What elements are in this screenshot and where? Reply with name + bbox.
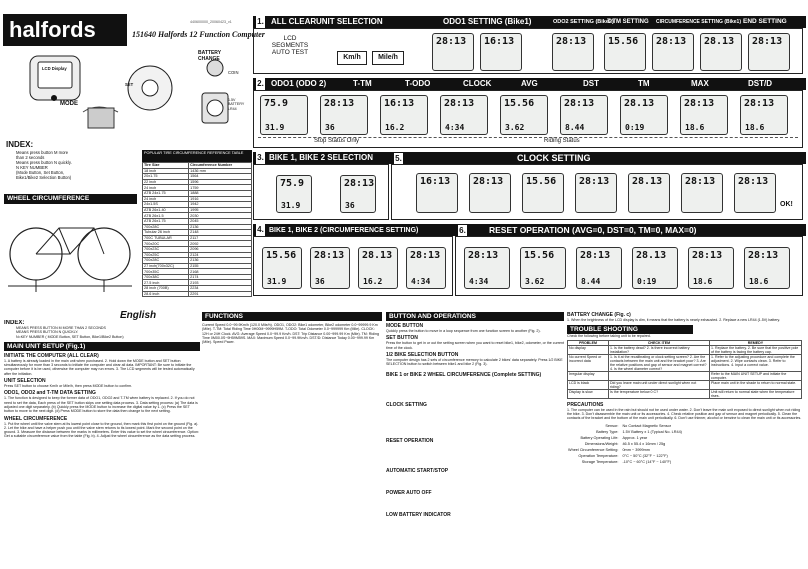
trouble-remedy: 1. Refer to the adjusting procedure and complete the adjustment. 2. Wipe contacts clean. 3. Refer to instructions. 4. Input a correct value. — [710, 354, 802, 371]
tire-size: ATB 26x1.5 — [143, 213, 189, 219]
brand-logo: halfords — [3, 14, 127, 46]
lcd-value: 28:13 — [564, 98, 595, 109]
section-1-header — [253, 16, 806, 28]
s1-head-odo1: ODO1 SETTING (Bike1) — [443, 17, 532, 26]
language-label: English — [120, 310, 157, 321]
tire-circumference: 2045 — [189, 218, 252, 224]
index-title: INDEX: — [6, 140, 34, 149]
circumference-header: Circumference Number — [189, 163, 252, 169]
trouble-header: TROUBLE SHOOTING — [567, 325, 693, 334]
doc-code: 440600000_20060423_v1 — [190, 20, 232, 24]
setting-lcd — [700, 33, 742, 71]
tire-circumference: 1759 — [189, 185, 252, 191]
trouble-intro: Check the following before taking unit to be repaired. — [567, 334, 651, 339]
tire-size: ATB 26x1.40 — [143, 207, 189, 213]
tire-size: 18 inch — [143, 168, 189, 174]
tire-circumference: 1995 — [189, 207, 252, 213]
circ-lcd — [262, 247, 302, 289]
index-line: Bike1/Bike2 Selection Button) — [16, 175, 72, 180]
tire-circumference: 2096 — [189, 246, 252, 252]
trouble-row — [568, 380, 802, 389]
trouble-col-check: CHECK ITEM — [609, 340, 710, 345]
section-3-row — [253, 164, 389, 220]
col1-sub: UNIT SELECTION — [4, 378, 46, 385]
trouble-problem: Irregular display — [568, 371, 609, 380]
col1-index-line: N=KEY NUMBER ( MODE Button, SET Button, Bike1/Bike2 Button) — [16, 334, 124, 339]
circ-lcd — [358, 247, 398, 289]
tire-circumference: 2030 — [189, 213, 252, 219]
reset-lcd — [744, 247, 790, 289]
lcd-value: 28.13 — [362, 250, 393, 261]
lcd-sub: 36 — [315, 277, 325, 286]
lcd-sub: 8.44 — [565, 123, 585, 132]
circ-lcd — [406, 247, 446, 289]
section-number: 1. — [257, 17, 264, 26]
trouble-remedy: 1. Replace the battery. 2. Be sure that the positive pole of the battery is facing the battery cap. — [710, 345, 802, 354]
col4-battery-title: BATTERY CHANGE (Fig. c) — [567, 312, 631, 318]
wheel-header-label: WHEEL CIRCUMFERENCE — [7, 195, 90, 202]
lcd-sub: 31.9 — [265, 123, 285, 132]
bottom-col-3 — [386, 312, 564, 565]
kmh-label: Km/h — [343, 54, 361, 61]
lcd-sub: 36 — [325, 123, 335, 132]
section-number: 2. — [257, 79, 264, 88]
section-4-row — [253, 236, 453, 296]
section-number: 4. — [257, 225, 264, 234]
col1-sub: WHEEL CIRCUMFERENCE — [4, 415, 68, 422]
status-line — [258, 137, 798, 138]
lcd-sub: 16.2 — [385, 123, 405, 132]
trouble-row — [568, 371, 802, 380]
lcd-sub: 3.62 — [525, 277, 545, 286]
bike2-lcd — [340, 175, 376, 213]
lcd-sub: 3.62 — [505, 123, 525, 132]
mileh-box — [372, 51, 404, 65]
tire-size: 28 inch (700B) — [143, 286, 189, 292]
tire-size: 700x23C — [143, 246, 189, 252]
section-4-header — [253, 224, 456, 236]
function-lcd — [440, 95, 488, 135]
tire-circumference: 2117 — [189, 235, 252, 241]
tire-size: 20x1.75 — [143, 174, 189, 180]
tire-size: Tubular 26 inch — [143, 230, 189, 236]
tire-table-banner-text: POPULAR TIRE CIRCUMFERENCE REFERENCE TABLE — [144, 151, 244, 155]
bottom-col-2 — [202, 312, 382, 565]
lcd-value: 28:13 — [579, 176, 610, 187]
function-lcd — [500, 95, 548, 135]
s1-head-end: END SETTING — [743, 18, 787, 25]
tire-size-header: Tire Size — [143, 163, 189, 169]
clock-lcd — [416, 173, 458, 213]
lcd-value: 28:13 — [436, 36, 467, 47]
col1-text: 1. The function is designed to keep the former data of ODO1, ODO2 and T-TM when battery is replaced. 2. If you do not need to set the data, Each press of the SET button skips one setting data process. 3. Data setting process: (a) The data is adjusted one digit separately. (b) Quickly press the MODE button to increase the digital value by 1. (c) Press the SET button to move to the next digit. (d) Press MODE button to store the data then change to the next setting. — [4, 396, 198, 414]
lcd-sub: 36 — [345, 201, 355, 210]
lcd-segments-text: LCD SEGMENTS AUTO TEST — [271, 35, 309, 56]
section-4-title: BIKE 1, BIKE 2 (CIRCUMFERENCE SETTING) — [269, 227, 419, 234]
stop-status-label: Stop Status Only — [314, 138, 360, 144]
tire-size: 24x1.5S — [143, 202, 189, 208]
reset-lcd — [464, 247, 510, 289]
function-lcd — [380, 95, 428, 135]
device-illustration — [8, 52, 128, 132]
col3-text: Press the button to get in or out the setting screen when you want to reset bike1, bike2, odometer, or the current time of the clock. — [386, 341, 564, 350]
function-lcd — [260, 95, 308, 135]
tire-circumference: 2136 — [189, 224, 252, 230]
tire-size: 27 inch(700x32C) — [143, 263, 189, 269]
tire-circumference: 1942 — [189, 202, 252, 208]
s2-head: DST — [583, 79, 599, 88]
section-5-title: CLOCK SETTING — [517, 153, 591, 163]
trouble-problem: No display — [568, 345, 609, 354]
tire-size: 24 inch — [143, 196, 189, 202]
tire-size: 24 inch — [143, 185, 189, 191]
col1-text: 1. Put the wheel until the valve stem at its lowest point close to the ground, then mark this first point on the ground (Fig. a). 2. Let the bike and have a helper push you until the valve stem returns to its lowest point. Mark the second point on the ground. 3. Measure the distance between the marks in millimeters. Enter this value to set the wheel circumference. Option: Get a suitable circumference value from the table (Fig. b). 4. Adjust the wheel circumference as the data setting process. — [4, 421, 199, 439]
trouble-check — [609, 371, 710, 380]
section-3-header — [253, 152, 392, 164]
spec-value: 0°C ~ 50°C (32°F ~ 122°F) — [622, 454, 668, 459]
trouble-problem: No current Speed or incorrect data — [568, 354, 609, 371]
tire-circumference: 1596 — [189, 179, 252, 185]
lcd-sub: 8.44 — [581, 277, 601, 286]
lcd-value: 16:13 — [420, 176, 451, 187]
spec-key: Storage Temperature: — [581, 460, 619, 465]
function-lcd — [740, 95, 788, 135]
spec-key: Wheel Circumference Setting: — [568, 448, 619, 453]
tire-size: ATB 26x1.75 — [143, 218, 189, 224]
trouble-row — [568, 345, 802, 354]
index-line: N KEY NUMBER — [16, 165, 48, 170]
section-6-header — [455, 224, 806, 236]
lcd-value: 28.13 — [624, 98, 655, 109]
spec-key: Dimensions/Weight: — [584, 442, 619, 447]
spec-key: Sensor: — [605, 424, 619, 429]
tire-circumference: 2148 — [189, 230, 252, 236]
spec-value: 1.5V Battery x 1 (Typical No. LR44) — [622, 430, 682, 435]
lcd-value: 15.56 — [608, 36, 639, 47]
col3-text: Quickly press the button to move in a loop sequence from one function screen to another (Fig. 2). — [386, 329, 541, 333]
clock-lcd — [522, 173, 564, 213]
wheel-header — [4, 194, 137, 204]
col3-sub: POWER AUTO OFF — [386, 490, 432, 497]
tire-circumference: 2136 — [189, 258, 252, 264]
tire-size: 700x38C — [143, 274, 189, 280]
tire-size: 22 inch — [143, 179, 189, 185]
trouble-remedy: Place main unit in the shade to return to normal state. — [710, 380, 802, 389]
col3-sub: MODE BUTTON — [386, 323, 424, 329]
tire-circumference: 2092 — [189, 241, 252, 247]
function-lcd — [680, 95, 728, 135]
mode-label: MODE — [60, 101, 78, 107]
s2-head: T-ODO — [405, 79, 431, 88]
section-2-header — [253, 78, 806, 90]
col3-sub: 1/2 BIKE SELECTION BUTTON — [386, 351, 459, 358]
col1-index-line: MEANS PRESS BUTTON M MORE THAN 2 SECONDS — [16, 326, 106, 330]
spec-value: -10°C ~ 60°C (14°F ~ 140°F) — [622, 460, 672, 465]
reset-lcd — [632, 247, 678, 289]
lcd-sub: 18.6 — [745, 123, 765, 132]
section-5-header — [391, 152, 806, 164]
s2-head: CLOCK — [463, 79, 492, 88]
mileh-label: Mile/h — [378, 54, 398, 61]
tire-circumference: 1564 — [189, 174, 252, 180]
lcd-value: 28:13 — [410, 250, 441, 261]
trouble-problem: LCD is black — [568, 380, 609, 389]
col1-text: Press SET button to choose Km/h or Mile/h, then press MODE button to confirm. — [4, 384, 133, 389]
lcd-sub: 16.2 — [363, 277, 383, 286]
precautions-title: PRECAUTIONS — [567, 401, 604, 408]
col1-index-title: INDEX: — [4, 320, 25, 326]
lcd-value: 28:13 — [744, 98, 775, 109]
s2-head: TM — [638, 79, 650, 88]
language-banner — [120, 305, 200, 319]
trouble-col-problem: PROBLEM — [568, 340, 609, 345]
tire-size: 700x35C — [143, 269, 189, 275]
ok-label: OK! — [780, 201, 793, 208]
trouble-row — [568, 354, 802, 371]
trouble-row — [568, 389, 802, 398]
functions-header: FUNCTIONS — [202, 312, 382, 321]
lcd-value: 28:13 — [444, 98, 475, 109]
lcd-sub: 18.6 — [749, 277, 769, 286]
index-line: than 2 seconds — [16, 155, 45, 160]
s1-head-unit: UNIT SELECTION — [316, 17, 383, 26]
s1-head-all-clear: ALL CLEAR — [271, 17, 317, 26]
clock-lcd — [734, 173, 776, 213]
section-5-row — [391, 164, 803, 220]
tire-circumference: 1888 — [189, 190, 252, 196]
lcd-sub: 31.9 — [267, 277, 287, 286]
lcd-value: 28:13 — [656, 36, 687, 47]
spec-value: No Contact Magnetic Sensor — [622, 424, 671, 429]
col3-sub: AUTOMATIC START/STOP — [386, 468, 449, 475]
trouble-col-remedy: REMEDY — [710, 340, 802, 345]
tire-circumference: 2174 — [189, 274, 252, 280]
tire-size: 700x28C — [143, 224, 189, 230]
tire-size: 28.6 inch — [143, 291, 189, 297]
circ-lcd — [310, 247, 350, 289]
tire-circumference: 1916 — [189, 196, 252, 202]
setting-lcd — [432, 33, 474, 71]
buttons-header: BUTTON AND OPERATIONS — [386, 312, 564, 321]
reset-lcd — [576, 247, 622, 289]
function-lcd — [560, 95, 608, 135]
clock-lcd — [575, 173, 617, 213]
lcd-value: 28:13 — [692, 250, 723, 261]
lcd-value: 75.9 — [280, 178, 305, 189]
lcd-value: 28:13 — [748, 250, 779, 261]
lcd-value: 28:13 — [344, 178, 375, 189]
s2-head: DST/D — [748, 79, 772, 88]
set-label: SET — [125, 82, 134, 87]
tire-size: 700x20C — [143, 241, 189, 247]
battery-label: 1.5V BATTERY LR44 — [228, 98, 245, 111]
s1-head-ttm: T-TM SETTING — [607, 19, 649, 25]
col3-sub: CLOCK SETTING — [386, 402, 427, 409]
section-1-row — [253, 28, 803, 74]
trouble-remedy: Refer to the MAIN UNIT SETUP and initiate the computer. — [710, 371, 802, 380]
manual-title: 151640 Halfords 12 Function Computer — [132, 30, 265, 39]
trouble-check: Did you leave main unit under direct sunlight when not riding? — [609, 380, 710, 389]
clock-lcd — [681, 173, 723, 213]
tire-circumference: 2193 — [189, 280, 252, 286]
clock-lcd — [628, 173, 670, 213]
lcd-value: 16:13 — [384, 98, 415, 109]
col1-main-header: MAIN UNIT SETUP (Fig.1) — [4, 342, 200, 351]
s2-head: T-TM — [353, 79, 372, 88]
reset-lcd — [688, 247, 734, 289]
col1-text: 1. A battery is already loaded in the main unit when purchased. 2. Hold down the MODE button and SET button simultaneously for more than 3 seconds to initiate the computer and clear all data. IMPORTANT: Be sure to initiate the computer before it is be used, otherwise the computer may run errors. 3. The LCD segments will be tested automatically after the initiation. — [4, 358, 195, 376]
lcd-sub: 18.6 — [693, 277, 713, 286]
spec-value: Approx. 1 year — [622, 436, 648, 441]
tire-row — [143, 291, 252, 297]
lcd-value: 28:13 — [324, 98, 355, 109]
tire-circumference: 2234 — [189, 286, 252, 292]
lcd-sub: 18.6 — [685, 123, 705, 132]
setting-lcd — [552, 33, 594, 71]
lcd-value: 16:13 — [484, 36, 515, 47]
col1-sub: INITIATE THE COMPUTER (ALL CLEAR) — [4, 352, 99, 359]
tire-table — [142, 162, 252, 297]
lcd-sub: 4:34 — [469, 277, 489, 286]
riding-status-label: Riding Status — [544, 138, 580, 144]
tire-table-banner — [142, 150, 252, 162]
trouble-check: Is the temperature below 0 C? — [609, 389, 710, 398]
col1-sub: ODO1, ODO2 and T-TM DATA SETTING — [4, 390, 96, 397]
function-lcd — [320, 95, 368, 135]
col3-sub: LOW BATTERY INDICATOR — [386, 512, 451, 519]
lcd-segments-label — [268, 35, 312, 56]
section-number: 6. — [459, 226, 466, 235]
tire-size: 700x25C — [143, 252, 189, 258]
lcd-value: 28:13 — [556, 36, 587, 47]
lcd-value: 28:13 — [314, 250, 345, 261]
reset-lcd — [520, 247, 566, 289]
col3-sub: RESET OPERATION — [386, 438, 434, 445]
kmh-box — [337, 51, 367, 65]
tire-circumference: 2155 — [189, 263, 252, 269]
col3-text: The computer design has 2 sets of circumference memory to calculate 2 bikes' data separately. Press 1/2 BIKE SELECTION button to switch between bike1 and bike 2 (Fig. 3). — [386, 357, 563, 367]
lcd-value: 28:13 — [684, 98, 715, 109]
lcd-value: 28:13 — [468, 250, 499, 261]
lcd-value: 28:13 — [473, 176, 504, 187]
s2-head: ODO1 (ODO 2) — [271, 79, 327, 88]
tire-size: 700x28C — [143, 258, 189, 264]
trouble-remedy: Unit will return to normal state when the temperature rises. — [710, 389, 802, 398]
spec-row — [567, 459, 683, 465]
section-6-row — [455, 236, 803, 296]
precautions-text: 1. The computer can be used in the rain but should not be used under water. 2. Don't leave the main unit exposed to direct sunlight when not riding the bike. 3. Don't disassemble the main unit or its accessories. 4. Check relative position and gap of sensor and magnet periodically. 5. Clean the contacts of the bracket and the bottom of the main unit periodically. 6. Don't use thinner, alcohol or benzine to clean the main unit or its accessories. — [567, 407, 802, 421]
col4-battery-text: 1. When the brightness of the LCD display is dim, it means that the battery is nearly exhausted. 2. Replace a new LR44 (1.5V) battery. — [567, 318, 781, 322]
lcd-value: 28:13 — [752, 36, 783, 47]
s1-head-circ: CIRCUMFERENCE SETTING (Bike1) — [656, 19, 742, 25]
trouble-check: 1. Is the battery dead? 2. Is there incorrect battery installation? — [609, 345, 710, 354]
setting-lcd — [748, 33, 790, 71]
lcd-sub: 4:34 — [445, 123, 465, 132]
coin-label: COIN — [228, 70, 239, 75]
lcd-sub: 31.9 — [281, 201, 301, 210]
index-line: (Mode Button, Set Button, — [16, 170, 65, 175]
section-2-row — [253, 90, 803, 148]
trouble-table — [567, 340, 802, 399]
bike-illustration — [4, 206, 136, 296]
lcd-value: 28.13 — [704, 36, 735, 47]
section-number: 5. — [395, 154, 402, 163]
lcd-sub: 0:19 — [637, 277, 657, 286]
tire-circumference: 2291 — [189, 291, 252, 297]
spec-value: 0mm ~ 3999mm — [622, 448, 650, 453]
trouble-check: 1. Is it at the recalibrating or clock setting screen? 2. Are the contacts between the main unit and the bracket poor? 3. Are the relative positions and gap of sensor and magnet correct? 4. Is the wheel diameter correct? — [609, 354, 710, 371]
bike1-lcd — [276, 175, 312, 213]
setting-lcd — [480, 33, 522, 71]
col3-sub: SET BUTTON — [386, 335, 418, 342]
spec-key: Battery Type: — [596, 430, 619, 435]
index-list — [16, 150, 126, 180]
lcd-value: 15.56 — [504, 98, 535, 109]
index-line: Means press button M more — [16, 150, 69, 155]
setting-lcd — [652, 33, 694, 71]
battery-change-title: BATTERY CHANGE — [198, 50, 221, 62]
setting-lcd — [604, 33, 646, 71]
lcd-value: 28.13 — [636, 250, 667, 261]
section-3-title: BIKE 1, BIKE 2 SELECTION — [269, 153, 374, 162]
tire-size: 27.5 inch — [143, 280, 189, 286]
tire-size: ATB 24x1.75 — [143, 190, 189, 196]
s2-head: AVG — [521, 79, 538, 88]
spec-key: Battery Operating Life: — [580, 436, 619, 441]
function-lcd — [620, 95, 668, 135]
bottom-col-1 — [4, 320, 200, 565]
lcd-sub: 0:19 — [625, 123, 645, 132]
lcd-value: 75.9 — [264, 98, 289, 109]
spec-key: Operation Temperature: — [578, 454, 619, 459]
lcd-value: 28.13 — [632, 176, 663, 187]
lcd-sub: 4:34 — [411, 277, 431, 286]
lcd-value: 28:13 — [580, 250, 611, 261]
bottom-col-4 — [567, 312, 804, 565]
col3-sub: BIKE 1 or BIKE 2 WHEEL CIRCUMFERENCE (Complete SETTING) — [386, 372, 542, 379]
s1-head-odo2: ODO2 SETTING (Bike2) — [553, 19, 614, 25]
lcd-value: 28:13 — [685, 176, 716, 187]
lcd-display-label: LCD Display — [42, 66, 67, 71]
clock-lcd — [469, 173, 511, 213]
trouble-problem: Display is slow — [568, 389, 609, 398]
specs-table — [567, 423, 683, 465]
section-number: 3. — [257, 153, 264, 162]
tire-circumference: 2168 — [189, 269, 252, 275]
functions-text: Current Speed 0.0~99.9Km/h (120.0 Mile/h). ODO1, ODO2: Bike1 odometer, Bike2 odometer 0.0~99999.9 Km (Mile). T-TM: Total Riding Time 0H00M~9999H59M. T-ODO: Total Odometer 0.0~999999 Km (Mile). CLOCK: 12H or 24H Clock. AVG: Average Speed 0.0~99.9 Km/h. DST: Trip Distance 0.00~999.99 Km (Mile). TM: Riding Time 0M00.0S~9H59M59S. MAX: Maximum Speed 0.0~99.9Km/h. DST/D: Distance Today 0.00~999.99 Km (Mile). Speed Pacer. — [202, 323, 379, 345]
lcd-value: 28:13 — [738, 176, 769, 187]
spec-value: 46.5 x 55.4 x 16mm / 25g — [622, 442, 666, 447]
lcd-value: 15.56 — [266, 250, 297, 261]
lcd-value: 15.56 — [524, 250, 555, 261]
col1-index-line: MEANS PRESS BUTTON N QUICKLY. — [16, 330, 79, 335]
s2-head: MAX — [691, 79, 709, 88]
lcd-value: 15.56 — [526, 176, 557, 187]
section-6-title: RESET OPERATION (AVG=0, DST=0, TM=0, MAX=0) — [489, 225, 697, 235]
tire-size: 700C TUBULAR — [143, 235, 189, 241]
tire-circumference: 2124 — [189, 252, 252, 258]
index-line: Means press button N quickly. — [16, 160, 72, 165]
tire-circumference: 1436 mm — [189, 168, 252, 174]
